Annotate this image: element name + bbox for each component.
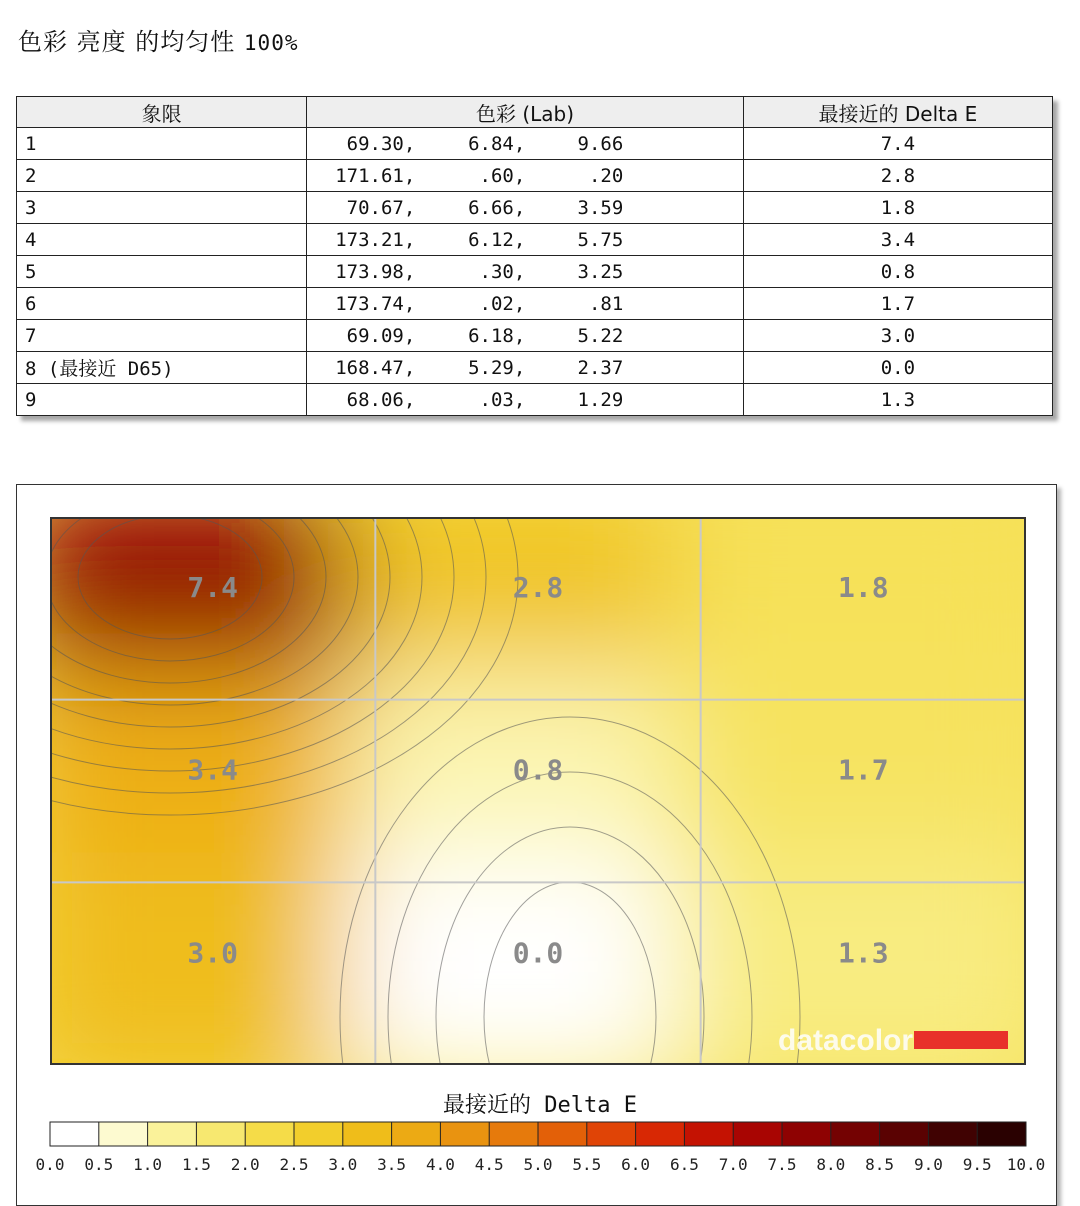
colorbar-tick-label: 2.0 [230,1155,260,1174]
lab-cell [307,192,743,224]
colorbar-segment [50,1122,99,1146]
lab-b-value: .20 [588,164,624,187]
lab-b-value: 2.37 [577,356,624,379]
lab-l-value: 68.06, [346,388,416,411]
zone-cell: 6 [17,288,307,320]
table-row [17,256,1053,288]
lab-a-value: 6.84, [468,132,526,155]
delta-e-cell: 1.7 [743,288,1052,320]
page-title: 色彩 亮度 的均匀性 100% [18,28,299,56]
lab-cell [307,128,743,160]
zone-cell: 3 [17,192,307,224]
colorbar-tick-label: 0.5 [84,1155,114,1174]
cell-value-label: 1.7 [838,753,889,787]
lab-b-value: 3.25 [577,260,624,283]
colorbar-tick-label: 7.5 [767,1155,797,1174]
lab-l-value: 168.47, [335,356,416,379]
colorbar-tick-label: 9.5 [962,1155,992,1174]
colorbar-segment [245,1122,294,1146]
delta-e-cell: 3.4 [743,224,1052,256]
lab-cell [307,384,743,416]
lab-a-value: 6.12, [468,228,526,251]
colorbar-tick-label: 5.5 [572,1155,602,1174]
colorbar-tick-label: 10.0 [1006,1155,1046,1174]
table-row [17,192,1053,224]
colorbar-segment [538,1122,587,1146]
lab-l-value: 171.61, [335,164,416,187]
delta-e-cell: 0.8 [743,256,1052,288]
lab-a-value: 6.18, [468,324,526,347]
lab-l-value: 173.74, [335,292,416,315]
colorbar-tick-label: 2.5 [279,1155,309,1174]
lab-a-value: 6.66, [468,196,526,219]
colorbar-tick-label: 6.0 [621,1155,651,1174]
colorbar-tick-label: 1.0 [133,1155,163,1174]
colorbar-segment [636,1122,685,1146]
table-header-row [17,97,1053,128]
colorbar-tick-label: 4.5 [474,1155,504,1174]
colorbar-segment [294,1122,343,1146]
cell-value-label: 2.8 [512,571,564,604]
lab-b-value: .81 [588,292,624,315]
colorbar-segment [928,1122,977,1146]
datacolor-brand-bar [914,1031,1008,1049]
delta-e-cell: 0.0 [743,352,1052,384]
table-row [17,160,1053,192]
colorbar-segment [733,1122,782,1146]
colorbar-tick-label: 9.0 [913,1155,943,1174]
colorbar-segment [782,1122,831,1146]
delta-e-cell: 7.4 [743,128,1052,160]
lab-a-value: .30, [479,260,526,283]
colorbar-tick-label: 3.5 [377,1155,407,1174]
results-table [16,96,1053,416]
header-delta-e: 最接近的 Delta E [743,97,1052,128]
table-row [17,128,1053,160]
datacolor-watermark: datacolor [778,1024,914,1057]
cell-value-label: 1.8 [838,571,889,604]
colorbar-tick-label: 6.5 [669,1155,699,1174]
lab-cell [307,224,743,256]
uniformity-heatmap [50,517,1026,1065]
colorbar-tick-label: 0.0 [35,1155,65,1174]
lab-a-value: 5.29, [468,356,526,379]
colorbar-tick-label: 5.0 [523,1155,553,1174]
colorbar-segment [977,1122,1026,1146]
lab-cell [307,288,743,320]
lab-a-value: .60, [479,164,526,187]
colorbar-segment [880,1122,929,1146]
lab-b-value: 3.59 [577,196,624,219]
lab-l-value: 173.98, [335,260,416,283]
colorbar-segment [587,1122,636,1146]
lab-cell [307,320,743,352]
zone-cell: 8 (最接近 D65) [17,352,307,384]
delta-e-cell: 1.3 [743,384,1052,416]
lab-cell [307,160,743,192]
colorbar-segment [343,1122,392,1146]
colorbar-tick-label: 7.0 [718,1155,748,1174]
lab-b-value: 5.75 [577,228,624,251]
cell-value-label: 0.0 [512,936,564,970]
lab-b-value: 1.29 [577,388,624,411]
lab-l-value: 173.21, [335,228,416,251]
lab-a-value: .03, [479,388,526,411]
legend-title: 最接近的 Delta E [443,1093,637,1118]
colorbar-tick-label: 8.0 [816,1155,846,1174]
lab-cell [307,256,743,288]
cell-value-label: 3.0 [187,936,238,970]
zone-cell: 9 [17,384,307,416]
cell-value-label: 3.4 [187,753,238,787]
colorbar-segment [489,1122,538,1146]
cell-value-label: 0.8 [512,753,564,787]
zone-cell: 4 [17,224,307,256]
lab-b-value: 5.22 [577,324,624,347]
lab-a-value: .02, [479,292,526,315]
table-row [17,288,1053,320]
delta-e-cell: 2.8 [743,160,1052,192]
colorbar-legend [30,1118,1060,1178]
colorbar-segment [99,1122,148,1146]
colorbar-segment [440,1122,489,1146]
lab-l-value: 69.30, [346,132,416,155]
table-row [17,320,1053,352]
colorbar-tick-label: 4.0 [425,1155,455,1174]
zone-cell: 5 [17,256,307,288]
delta-e-cell: 3.0 [743,320,1052,352]
colorbar-segment [831,1122,880,1146]
delta-e-cell: 1.8 [743,192,1052,224]
zone-cell: 7 [17,320,307,352]
header-zone: 象限 [17,97,307,128]
table-row [17,224,1053,256]
colorbar-segment [684,1122,733,1146]
colorbar-tick-label: 8.5 [865,1155,895,1174]
lab-l-value: 69.09, [346,324,416,347]
zone-cell: 2 [17,160,307,192]
cell-value-label: 7.4 [187,571,238,604]
colorbar-segment [392,1122,441,1146]
colorbar-segment [148,1122,197,1146]
colorbar-segment [196,1122,245,1146]
colorbar-tick-label: 1.5 [181,1155,211,1174]
table-row [17,384,1053,416]
header-lab: 色彩 (Lab) [307,97,743,128]
colorbar-tick-label: 3.0 [328,1155,358,1174]
zone-cell: 1 [17,128,307,160]
lab-cell [307,352,743,384]
lab-b-value: 9.66 [577,132,624,155]
cell-value-label: 1.3 [838,936,889,970]
table-row [17,352,1053,384]
lab-l-value: 70.67, [346,196,416,219]
